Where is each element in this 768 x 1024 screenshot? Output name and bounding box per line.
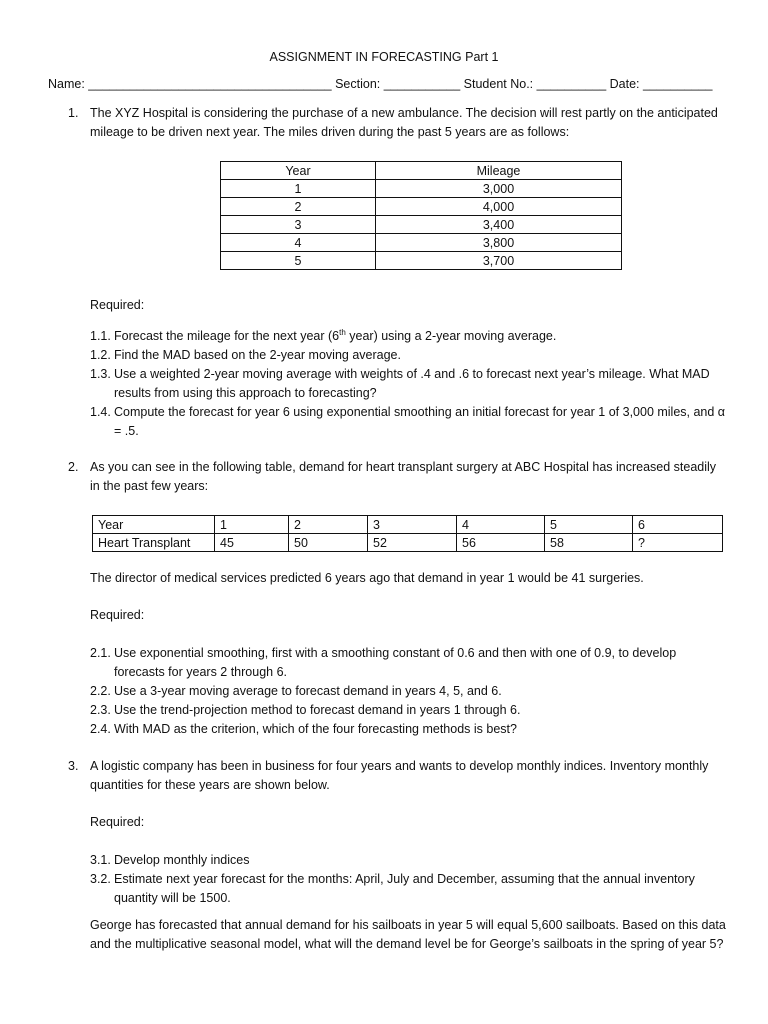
sub-question-text: Use exponential smoothing, first with a smoothing constant of 0.6 and then with one of 0.9, to develop forecasts for years 2 through 6. bbox=[114, 646, 677, 679]
question-text: As you can see in the following table, demand for heart transplant surgery at ABC Hospital has increased steadily in the past few years: bbox=[90, 460, 717, 493]
sub-question-number: 3.1. bbox=[90, 853, 111, 867]
table-row bbox=[93, 534, 723, 552]
table-cell: ? bbox=[633, 534, 723, 552]
table-row bbox=[221, 234, 622, 252]
required-label: Required: bbox=[90, 815, 145, 829]
sub-question-number: 2.2. bbox=[90, 684, 111, 698]
director-note: The director of medical services predicted 6 years ago that demand in year 1 would be 41 surgeries. bbox=[90, 571, 644, 585]
superscript: th bbox=[339, 327, 346, 337]
table-row bbox=[93, 516, 723, 534]
table-cell: 1 bbox=[221, 180, 376, 198]
table-cell: 3,000 bbox=[376, 180, 622, 198]
question-text: A logistic company has been in business for four years and wants to develop monthly indices. Inventory monthly quantities for these years are shown below. bbox=[90, 759, 709, 792]
sub-question-text: Use a 3-year moving average to forecast demand in years 4, 5, and 6. bbox=[114, 684, 502, 698]
student-info-line: Name: ___________________________________ Section: ___________ Student No.: __________ Date: __________ bbox=[48, 77, 713, 91]
sub-question bbox=[90, 365, 730, 403]
table-cell: 4 bbox=[457, 516, 545, 534]
table-cell: 4 bbox=[221, 234, 376, 252]
question-number: 2. bbox=[68, 460, 79, 474]
sub-question-text: Compute the forecast for year 6 using exponential smoothing an initial forecast for year 1 of 3,000 miles, and α = .5. bbox=[114, 405, 726, 438]
table-row bbox=[221, 180, 622, 198]
table-cell: 45 bbox=[215, 534, 289, 552]
sub-question bbox=[90, 701, 730, 720]
table-cell: 3,700 bbox=[376, 252, 622, 270]
sub-question-text: Develop monthly indices bbox=[114, 853, 250, 867]
sub-question-text: Find the MAD based on the 2-year moving average. bbox=[114, 348, 401, 362]
sub-question bbox=[90, 720, 730, 739]
sub-question bbox=[90, 403, 730, 441]
table-cell: 52 bbox=[368, 534, 457, 552]
text-part: year) using a 2-year moving average. bbox=[345, 329, 557, 343]
sub-question-text: Use a weighted 2-year moving average with weights of .4 and .6 to forecast next year’s mileage. What MAD results from using this approach to forecasting? bbox=[114, 367, 710, 400]
table-header-row bbox=[221, 162, 622, 180]
sub-question-text: With MAD as the criterion, which of the four forecasting methods is best? bbox=[114, 722, 517, 736]
sub-question-number: 1.4. bbox=[90, 405, 111, 419]
heart-transplant-table bbox=[92, 515, 723, 552]
table-cell: 3,400 bbox=[376, 216, 622, 234]
table-row bbox=[221, 198, 622, 216]
mileage-table bbox=[220, 161, 622, 270]
sub-question-number: 2.1. bbox=[90, 646, 111, 660]
sub-question-text: Estimate next year forecast for the months: April, July and December, assuming that the annual inventory quantity will be 1500. bbox=[114, 872, 695, 905]
table-cell: 3,800 bbox=[376, 234, 622, 252]
question-2 bbox=[68, 458, 728, 496]
page-title: ASSIGNMENT IN FORECASTING Part 1 bbox=[269, 50, 499, 64]
table-cell: 4,000 bbox=[376, 198, 622, 216]
table-header-cell: Mileage bbox=[376, 162, 622, 180]
sub-question-text bbox=[114, 327, 730, 346]
table-cell: 5 bbox=[545, 516, 633, 534]
table-cell: 1 bbox=[215, 516, 289, 534]
sub-question-number: 2.4. bbox=[90, 722, 111, 736]
question-3 bbox=[68, 757, 728, 795]
sub-question bbox=[90, 870, 730, 908]
required-label: Required: bbox=[90, 608, 145, 622]
required-label: Required: bbox=[90, 298, 145, 312]
question-number: 1. bbox=[68, 106, 79, 120]
sub-question-number: 3.2. bbox=[90, 872, 111, 886]
sub-question-text: Use the trend-projection method to forecast demand in years 1 through 6. bbox=[114, 703, 521, 717]
table-row bbox=[221, 252, 622, 270]
sailboat-question: George has forecasted that annual demand for his sailboats in year 5 will equal 5,600 sailboats. Based on this data and the multiplicative seasonal model, what will the demand level be for George’s sailboats in the spring of year 5? bbox=[90, 918, 726, 951]
table-cell: 50 bbox=[289, 534, 368, 552]
sub-question bbox=[90, 851, 730, 870]
sub-question bbox=[90, 346, 730, 365]
table-cell: Year bbox=[93, 516, 215, 534]
table-header-cell: Year bbox=[221, 162, 376, 180]
question-text: The XYZ Hospital is considering the purchase of a new ambulance. The decision will rest partly on the anticipated mileage to be driven next year. The miles driven during the past 5 years are as follows: bbox=[90, 106, 718, 139]
sub-question bbox=[90, 327, 730, 346]
sub-question bbox=[90, 644, 730, 682]
sub-question bbox=[90, 682, 730, 701]
table-cell: 6 bbox=[633, 516, 723, 534]
table-cell: 3 bbox=[221, 216, 376, 234]
table-cell: 2 bbox=[221, 198, 376, 216]
table-cell: Heart Transplant bbox=[93, 534, 215, 552]
sub-question-number: 2.3. bbox=[90, 703, 111, 717]
table-cell: 2 bbox=[289, 516, 368, 534]
question-1 bbox=[68, 104, 728, 142]
table-row bbox=[221, 216, 622, 234]
table-cell: 58 bbox=[545, 534, 633, 552]
sub-question-number: 1.3. bbox=[90, 367, 111, 381]
table-cell: 5 bbox=[221, 252, 376, 270]
question-number: 3. bbox=[68, 759, 79, 773]
sub-question-number: 1.2. bbox=[90, 348, 111, 362]
text-part: Forecast the mileage for the next year (6 bbox=[114, 329, 340, 343]
table-cell: 56 bbox=[457, 534, 545, 552]
table-cell: 3 bbox=[368, 516, 457, 534]
sub-question-number: 1.1. bbox=[90, 329, 111, 343]
